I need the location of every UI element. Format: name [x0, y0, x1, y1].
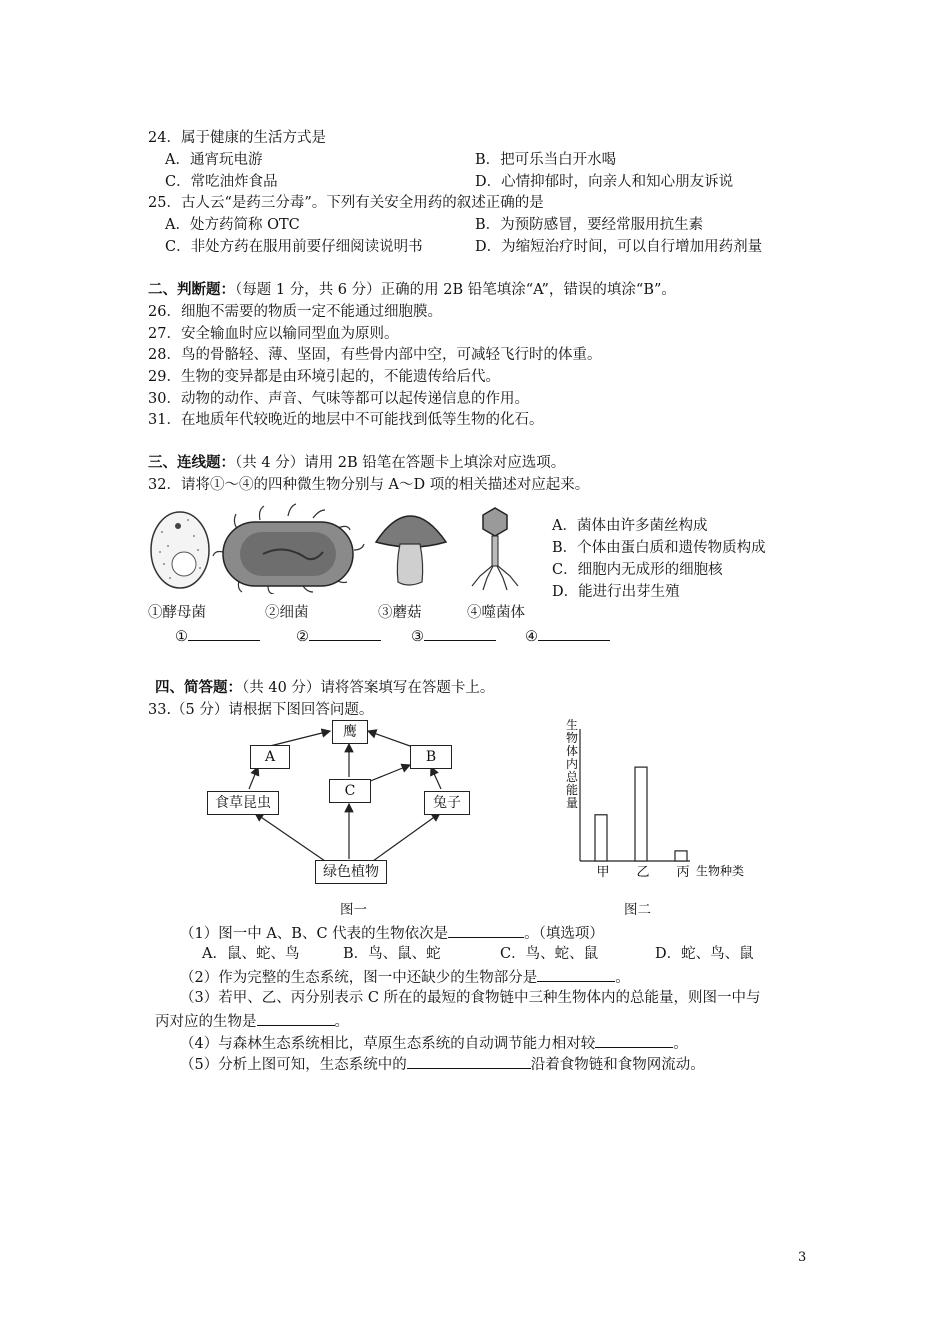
q28: 28．鸟的骨骼轻、薄、坚固，有些骨内部中空，可减轻飞行时的体重。 [148, 347, 602, 363]
section4-desc: （共 40 分）请将答案填写在答题卡上。 [242, 680, 495, 696]
node-rabbit: 兔子 [424, 791, 470, 815]
subq-2-text: （2）作为完整的生态系统，图一中还缺少的生物部分是 [180, 970, 538, 986]
answer-blank-2-label: ② [296, 629, 309, 645]
answer-blank-4 [525, 625, 610, 647]
subq-3-end: 。 [334, 1014, 349, 1030]
subq-3-text: 丙对应的生物是 [155, 1014, 257, 1030]
q26: 26．细胞不需要的物质一定不能通过细胞膜。 [148, 304, 442, 320]
subq-3-line2 [155, 1010, 349, 1032]
q24-option-c: C．常吃油炸食品 [165, 174, 278, 190]
arrow-insect-to-a [249, 767, 258, 789]
subq-1-option-c: C．鸟、蛇、鼠 [500, 946, 599, 962]
subq-1-text: （1）图一中 A、B、C 代表的生物依次是 [180, 926, 449, 942]
subq-1-blank [448, 922, 524, 938]
bar-1 [595, 815, 607, 861]
desc-d: D．能进行出芽生殖 [552, 584, 680, 600]
q24-option-b: B．把可乐当白开水喝 [475, 152, 617, 168]
subq-1-option-b: B．鸟、鼠、蛇 [343, 946, 441, 962]
section3-desc: （共 4 分）请用 2B 铅笔在答题卡上填涂对应选项。 [235, 455, 566, 471]
subq-4 [180, 1032, 688, 1054]
q27: 27．安全输血时应以输同型血为原则。 [148, 326, 399, 342]
bacterium-image [213, 504, 364, 594]
mushroom-image [376, 516, 446, 585]
subq-3-line1: （3）若甲、乙、丙分别表示 C 所在的最短的食物链中三种生物体内的总能量，则图一中与 [180, 990, 761, 1006]
answer-blank-2 [296, 625, 381, 647]
tick-label-3: 丙 [676, 865, 690, 880]
x-axis-label: 生物种类 [696, 864, 745, 878]
node-a: A [250, 745, 290, 769]
subq-5-end: 沿着食物链和食物网流动。 [530, 1057, 705, 1073]
q25-stem: 25．古人云“是药三分毒”。下列有关安全用药的叙述正确的是 [148, 195, 544, 211]
subq-4-text: （4）与森林生态系统相比，草原生态系统的自动调节能力相对较 [180, 1036, 596, 1052]
subq-5 [180, 1053, 705, 1075]
bar-2 [635, 767, 647, 861]
subq-1 [180, 922, 604, 944]
subq-4-end: 。 [673, 1036, 688, 1052]
node-eagle: 鹰 [332, 720, 368, 744]
node-c: C [329, 779, 371, 803]
q24-stem: 24．属于健康的生活方式是 [148, 130, 326, 146]
q25-option-d: D．为缩短治疗时间，可以自行增加用药剂量 [475, 239, 763, 255]
q24-option-d: D．心情抑郁时，向亲人和知心朋友诉说 [475, 174, 734, 190]
figure1-caption: 图一 [340, 902, 367, 918]
figure2-caption: 图二 [624, 902, 651, 918]
yeast-image [151, 512, 209, 588]
bar-3 [675, 851, 687, 861]
tick-label-2: 乙 [636, 865, 650, 880]
q30: 30．动物的动作、声音、气味等都可以起传递信息的作用。 [148, 391, 529, 407]
answer-blank-3-label: ③ [411, 629, 424, 645]
subq-2-blank [537, 966, 615, 982]
bacteriophage-image [472, 508, 518, 590]
subq-2-end: 。 [615, 970, 630, 986]
desc-c: C．细胞内无成形的细胞核 [552, 562, 723, 578]
tick-label-1: 甲 [596, 865, 610, 880]
subq-3-blank [257, 1010, 335, 1026]
label-yeast: ①酵母菌 [148, 605, 206, 621]
section4-title: 四、简答题： [155, 679, 242, 696]
arrow-c-to-b [368, 765, 410, 782]
label-mushroom: ③蘑菇 [378, 605, 422, 621]
subq-5-text: （5）分析上图可知，生态系统中的 [180, 1057, 407, 1073]
answer-blank-3 [411, 625, 496, 647]
section2-heading [148, 280, 676, 300]
label-bacterium: ②细菌 [265, 605, 309, 621]
q25-option-a: A．处方药简称 OTC [165, 217, 300, 233]
arrow-plant-to-insect [255, 813, 325, 861]
section4-heading [155, 678, 494, 698]
microbe-images [148, 502, 543, 594]
arrow-plant-to-rabbit [373, 813, 440, 861]
y-axis-label: 生物体内总能量 [565, 718, 579, 810]
section3-title: 三、连线题： [148, 454, 235, 471]
q25-option-c: C．非处方药在服用前要仔细阅读说明书 [165, 239, 423, 255]
section2-desc: （每题 1 分，共 6 分）正确的用 2B 铅笔填涂“A”，错误的填涂“B”。 [235, 282, 676, 298]
q32-stem: 32．请将①～④的四种微生物分别与 A～D 项的相关描述对应起来。 [148, 477, 590, 493]
answer-blank-1-label: ① [175, 629, 188, 645]
q25-option-b: B．为预防感冒，要经常服用抗生素 [475, 217, 704, 233]
subq-5-blank [407, 1053, 531, 1069]
subq-1-option-d: D．蛇、鸟、鼠 [655, 946, 754, 962]
arrow-rabbit-to-b [431, 767, 441, 789]
section3-heading [148, 453, 565, 473]
answer-blank-4-label: ④ [525, 629, 538, 645]
node-b: B [410, 745, 452, 769]
subq-1-hint: 。（填选项） [524, 926, 604, 942]
subq-2 [180, 966, 630, 988]
node-green-plant: 绿色植物 [315, 860, 387, 884]
page-number: 3 [798, 1250, 807, 1265]
answer-blank-1 [175, 625, 260, 647]
node-herbivorous-insect: 食草昆虫 [207, 791, 279, 815]
label-bacteriophage: ④噬菌体 [467, 605, 525, 621]
energy-bar-chart [560, 715, 760, 890]
subq-4-blank [595, 1032, 673, 1048]
q31: 31．在地质年代较晚近的地层中不可能找到低等生物的化石。 [148, 412, 544, 428]
q33-stem: 33.（5 分）请根据下图回答问题。 [148, 702, 374, 718]
desc-b: B．个体由蛋白质和遗传物质构成 [552, 540, 766, 556]
subq-1-option-a: A．鼠、蛇、鸟 [202, 946, 300, 962]
section2-title: 二、判断题： [148, 281, 235, 298]
arrow-a-to-eagle [270, 731, 330, 746]
q29: 29．生物的变异都是由环境引起的，不能遗传给后代。 [148, 369, 500, 385]
desc-a: A．菌体由许多菌丝构成 [552, 518, 708, 534]
q24-option-a: A．通宵玩电游 [165, 152, 263, 168]
arrow-b-to-eagle [368, 731, 410, 746]
